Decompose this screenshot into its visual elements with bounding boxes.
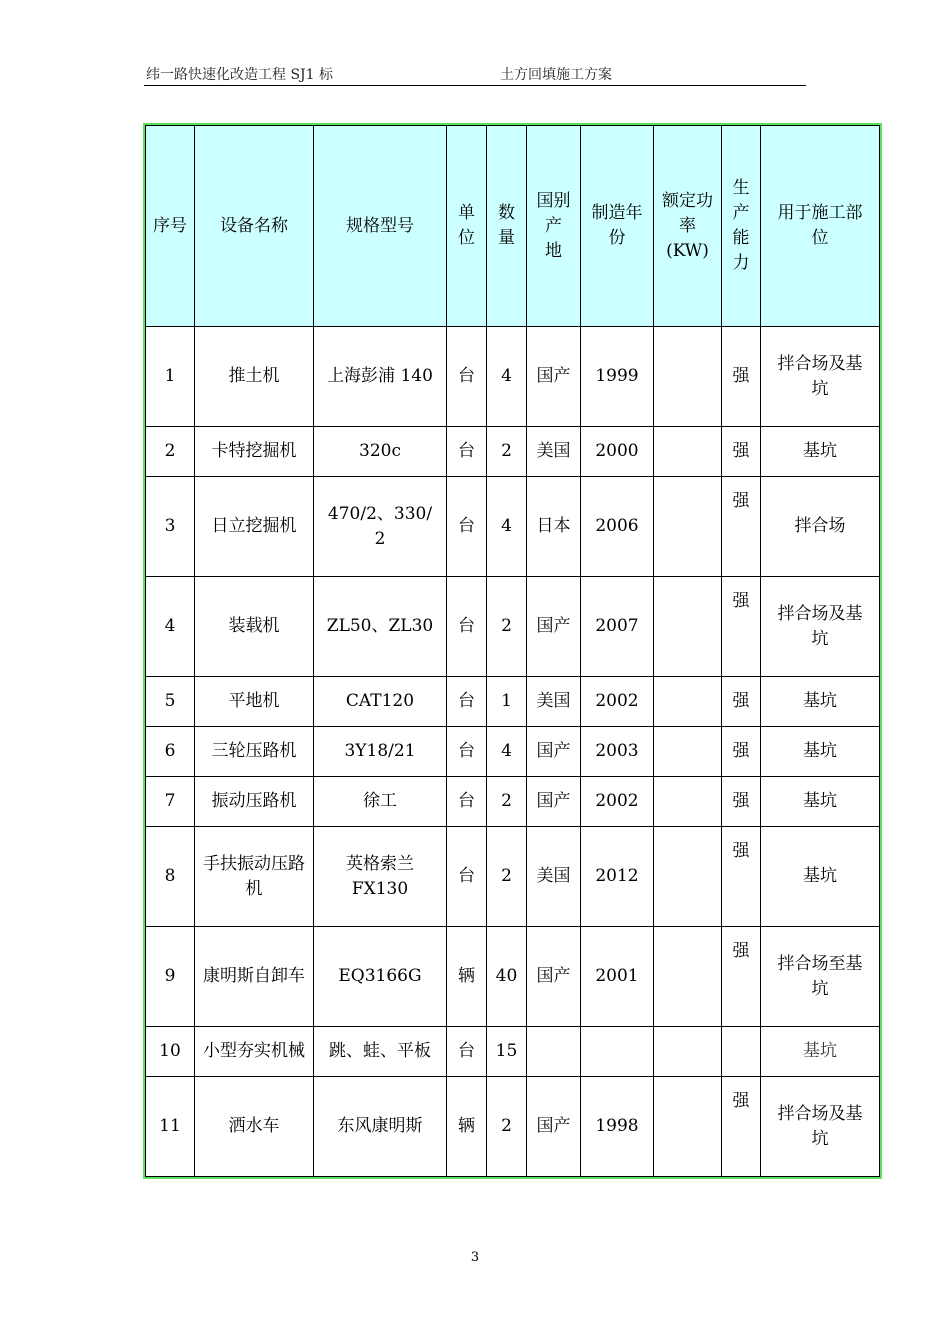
cell-power	[654, 477, 722, 577]
cell-unit: 台	[447, 427, 487, 477]
cell-qty: 4	[487, 327, 527, 427]
cell-use: 拌合场	[761, 477, 880, 577]
cell-year: 1999	[581, 327, 654, 427]
cell-year: 2003	[581, 727, 654, 777]
cell-origin: 日本	[527, 477, 581, 577]
cell-capacity: 强	[722, 927, 761, 1027]
cell-power	[654, 1077, 722, 1177]
col-header-year: 制造年 份	[581, 126, 654, 327]
table-row	[146, 427, 880, 477]
cell-capacity: 强	[722, 777, 761, 827]
cell-name: 振动压路机	[195, 777, 314, 827]
cell-capacity: 强	[722, 327, 761, 427]
cell-power	[654, 577, 722, 677]
cell-name: 卡特挖掘机	[195, 427, 314, 477]
cell-year: 2006	[581, 477, 654, 577]
cell-name: 康明斯自卸车	[195, 927, 314, 1027]
cell-no: 2	[146, 427, 195, 477]
cell-no: 8	[146, 827, 195, 927]
cell-year: 2001	[581, 927, 654, 1027]
cell-name: 推土机	[195, 327, 314, 427]
cell-name: 洒水车	[195, 1077, 314, 1177]
col-header-power: 额定功 率 (KW)	[654, 126, 722, 327]
cell-spec: CAT120	[314, 677, 447, 727]
equipment-table	[145, 125, 880, 1177]
cell-unit: 辆	[447, 927, 487, 1027]
cell-power	[654, 1027, 722, 1077]
cell-use: 基坑	[761, 677, 880, 727]
cell-no: 11	[146, 1077, 195, 1177]
cell-name: 装载机	[195, 577, 314, 677]
col-header-capacity: 生 产 能 力	[722, 126, 761, 327]
cell-capacity: 强	[722, 427, 761, 477]
cell-use: 基坑	[761, 777, 880, 827]
cell-capacity: 强	[722, 827, 761, 927]
col-header-use: 用于施工部 位	[761, 126, 880, 327]
cell-name: 三轮压路机	[195, 727, 314, 777]
cell-qty: 2	[487, 827, 527, 927]
cell-no: 5	[146, 677, 195, 727]
cell-unit: 辆	[447, 1077, 487, 1177]
page-header-right: 土方回填施工方案	[500, 67, 612, 83]
table-row	[146, 727, 880, 777]
cell-qty: 2	[487, 427, 527, 477]
cell-qty: 4	[487, 477, 527, 577]
col-header-name: 设备名称	[195, 126, 314, 327]
cell-origin: 美国	[527, 677, 581, 727]
cell-spec: 上海彭浦 140	[314, 327, 447, 427]
cell-year: 2002	[581, 777, 654, 827]
cell-year: 2000	[581, 427, 654, 477]
cell-name: 手扶振动压路 机	[195, 827, 314, 927]
table-row	[146, 1027, 880, 1077]
cell-power	[654, 727, 722, 777]
cell-origin: 美国	[527, 427, 581, 477]
col-header-spec: 规格型号	[314, 126, 447, 327]
header-rule	[144, 85, 806, 86]
cell-origin: 国产	[527, 577, 581, 677]
cell-use: 拌合场及基 坑	[761, 577, 880, 677]
cell-spec: 470/2、330/ 2	[314, 477, 447, 577]
table-row	[146, 677, 880, 727]
table-row	[146, 777, 880, 827]
cell-capacity: 强	[722, 1077, 761, 1177]
cell-spec: 徐工	[314, 777, 447, 827]
cell-name: 平地机	[195, 677, 314, 727]
cell-year: 2012	[581, 827, 654, 927]
table-row	[146, 827, 880, 927]
cell-unit: 台	[447, 677, 487, 727]
cell-use: 拌合场及基 坑	[761, 327, 880, 427]
cell-spec: 跳、蛙、平板	[314, 1027, 447, 1077]
cell-origin: 国产	[527, 1077, 581, 1177]
page-number: 3	[470, 1250, 480, 1265]
cell-capacity	[722, 1027, 761, 1077]
cell-qty: 2	[487, 1077, 527, 1177]
cell-origin: 国产	[527, 927, 581, 1027]
cell-no: 1	[146, 327, 195, 427]
table-row	[146, 477, 880, 577]
cell-origin: 国产	[527, 727, 581, 777]
cell-unit: 台	[447, 577, 487, 677]
cell-capacity: 强	[722, 477, 761, 577]
cell-capacity: 强	[722, 727, 761, 777]
cell-no: 9	[146, 927, 195, 1027]
cell-qty: 1	[487, 677, 527, 727]
cell-qty: 15	[487, 1027, 527, 1077]
cell-name: 日立挖掘机	[195, 477, 314, 577]
cell-unit: 台	[447, 777, 487, 827]
cell-spec: ZL50、ZL30	[314, 577, 447, 677]
cell-year: 2002	[581, 677, 654, 727]
cell-unit: 台	[447, 1027, 487, 1077]
col-header-unit: 单 位	[447, 126, 487, 327]
table-row	[146, 577, 880, 677]
cell-origin	[527, 1027, 581, 1077]
cell-spec: 3Y18/21	[314, 727, 447, 777]
table-row	[146, 327, 880, 427]
cell-year: 1998	[581, 1077, 654, 1177]
col-header-no: 序号	[146, 126, 195, 327]
cell-no: 6	[146, 727, 195, 777]
cell-no: 4	[146, 577, 195, 677]
cell-use: 基坑	[761, 427, 880, 477]
cell-name: 小型夯实机械	[195, 1027, 314, 1077]
cell-capacity: 强	[722, 577, 761, 677]
cell-power	[654, 777, 722, 827]
cell-unit: 台	[447, 477, 487, 577]
cell-capacity: 强	[722, 677, 761, 727]
cell-use: 基坑	[761, 727, 880, 777]
cell-no: 10	[146, 1027, 195, 1077]
table-row	[146, 1077, 880, 1177]
cell-unit: 台	[447, 827, 487, 927]
cell-power	[654, 827, 722, 927]
col-header-qty: 数 量	[487, 126, 527, 327]
cell-qty: 2	[487, 777, 527, 827]
cell-origin: 美国	[527, 827, 581, 927]
cell-year	[581, 1027, 654, 1077]
cell-spec: 英格索兰 FX130	[314, 827, 447, 927]
cell-qty: 4	[487, 727, 527, 777]
table-row	[146, 927, 880, 1027]
cell-spec: 东风康明斯	[314, 1077, 447, 1177]
cell-no: 3	[146, 477, 195, 577]
cell-use: 拌合场及基 坑	[761, 1077, 880, 1177]
cell-year: 2007	[581, 577, 654, 677]
cell-unit: 台	[447, 327, 487, 427]
cell-power	[654, 427, 722, 477]
cell-power	[654, 927, 722, 1027]
cell-qty: 40	[487, 927, 527, 1027]
cell-qty: 2	[487, 577, 527, 677]
cell-spec: EQ3166G	[314, 927, 447, 1027]
cell-no: 7	[146, 777, 195, 827]
cell-use: 拌合场至基 坑	[761, 927, 880, 1027]
cell-spec: 320c	[314, 427, 447, 477]
cell-power	[654, 677, 722, 727]
cell-origin: 国产	[527, 327, 581, 427]
page-header-left: 纬一路快速化改造工程 SJ1 标	[146, 67, 334, 83]
col-header-origin: 国别 产 地	[527, 126, 581, 327]
cell-use: 基坑	[761, 827, 880, 927]
cell-power	[654, 327, 722, 427]
cell-origin: 国产	[527, 777, 581, 827]
table-header-row	[146, 126, 880, 327]
cell-use: 基坑	[761, 1027, 880, 1077]
cell-unit: 台	[447, 727, 487, 777]
